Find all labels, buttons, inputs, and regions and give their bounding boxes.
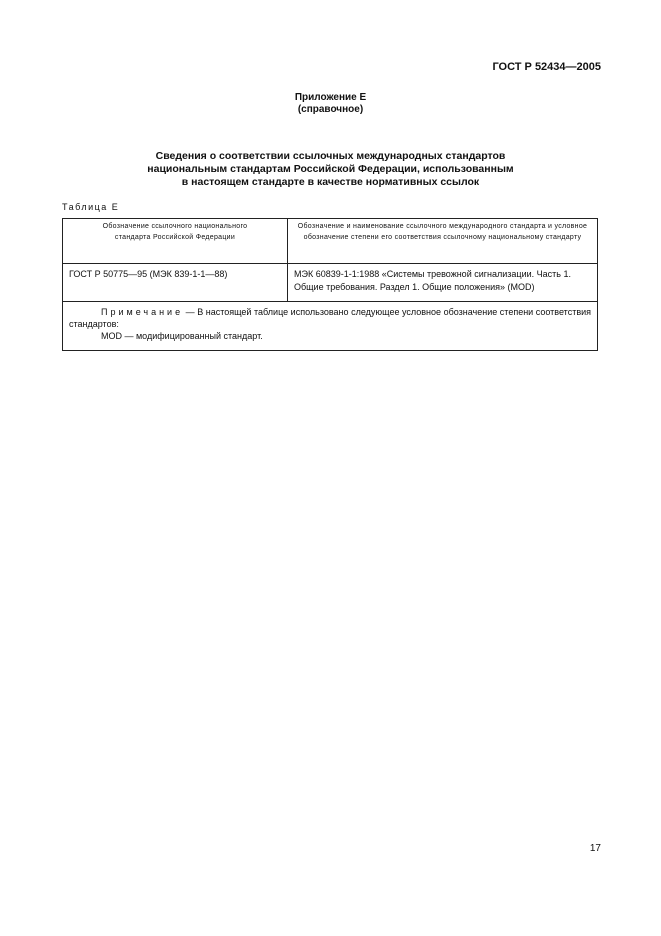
title-line: Сведения о соответствии ссылочных международных стандартов [155, 150, 506, 162]
section-title [0, 150, 661, 189]
title-line: национальным стандартам Российской Федерации, использованным [147, 163, 514, 175]
table-label: Таблица Е [62, 202, 120, 212]
note-label: Примечание [101, 307, 184, 317]
appendix-heading [0, 92, 661, 116]
page-number: 17 [589, 843, 601, 854]
table-header-row [63, 219, 598, 264]
appendix-type: (справочное) [297, 104, 364, 115]
table-note [63, 302, 598, 351]
table-cell: ГОСТ Р 50775—95 (МЭК 839-1-1—88) [63, 264, 288, 302]
table-row [63, 264, 598, 302]
note-mod: MOD — модифицированный стандарт. [101, 331, 263, 341]
header-cell: Обозначение ссылочного национального стандарта Российской Федерации [63, 219, 288, 264]
table-cell: МЭК 60839-1-1:1988 «Системы тревожной сигнализации. Часть 1. Общие требования. Раздел 1. Общие положения» (MOD) [288, 264, 598, 302]
appendix-name: Приложение Е [294, 92, 367, 103]
table-note-row [63, 302, 598, 351]
title-line: в настоящем стандарте в качестве нормативных ссылок [181, 176, 480, 188]
note-text: — В настоящей таблице использовано следующее условное обозначение степени соответствия стандартов: [69, 307, 591, 329]
document-number: ГОСТ Р 52434—2005 [492, 61, 601, 73]
header-cell: Обозначение и наименование ссылочного международного стандарта и условное обозначение степени его соответствия ссылочному национальному стандарту [288, 219, 598, 264]
standards-table [62, 218, 598, 351]
